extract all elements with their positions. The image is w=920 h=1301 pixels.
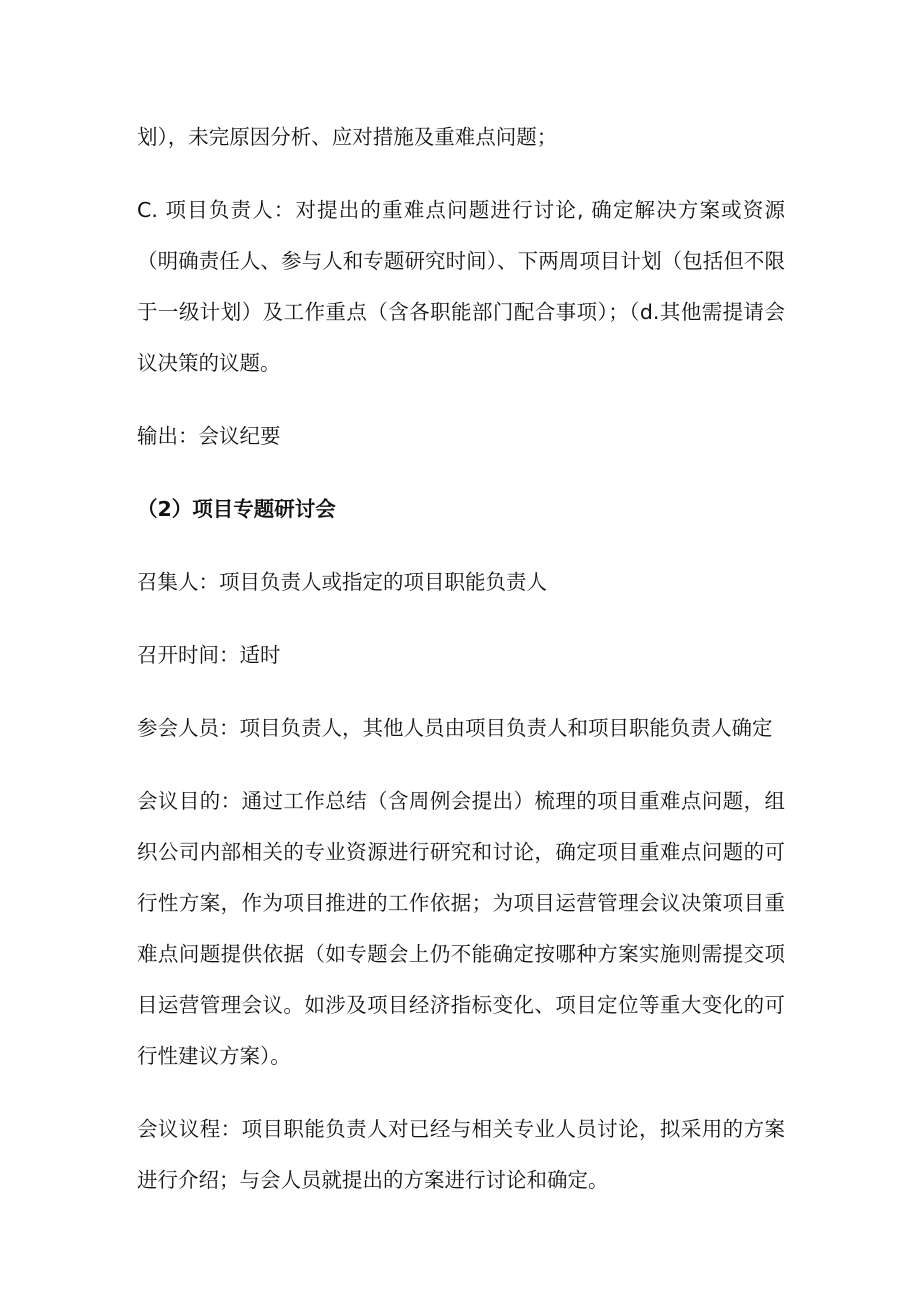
paragraph-meeting-time: 召开时间：适时 [137,643,281,667]
paragraph-convener: 召集人：项目负责人或指定的项目职能负责人 [137,570,547,594]
paragraph-output: 输出：会议纪要 [137,424,281,448]
section-heading-special-seminar: （2）项目专题研讨会 [137,497,336,521]
paragraph-meeting-purpose: 会议目的：通过工作总结（含周例会提出）梳理的项目重难点问题，组织公司内部相关的专业资源进行研究和讨论，确定项目重难点问题的可行性方案，作为项目推进的工作依据；为项目运营管理会议决策项目重难点问题提供依据（如专题会上仍不能确定按哪种方案实施则需提交项目运营管理会议。如涉及项目经济指标变化、项目定位等重大变化的可行性建议方案）。 [137,789,785,1068]
paragraph-meeting-agenda: 会议议程：项目职能负责人对已经与相关专业人员讨论，拟采用的方案进行介绍；与会人员就提出的方案进行讨论和确定。 [137,1117,785,1192]
paragraph-attendees: 参会人员：项目负责人，其他人员由项目负责人和项目职能负责人确定 [137,716,773,740]
paragraph-previous-plan-continuation: 划），未完原因分析、应对措施及重难点问题； [137,125,558,149]
paragraph-project-leader-duties: C. 项目负责人：对提出的重难点问题进行讨论, 确定解决方案或资源（明确责任人、参与人和专题研究时间）、下两周项目计划（包括但不限于一级计划）及工作重点（含各职能部门配合事项）；（d.其他需提请会议决策的议题。 [137,198,785,375]
document-body [137,112,785,1228]
